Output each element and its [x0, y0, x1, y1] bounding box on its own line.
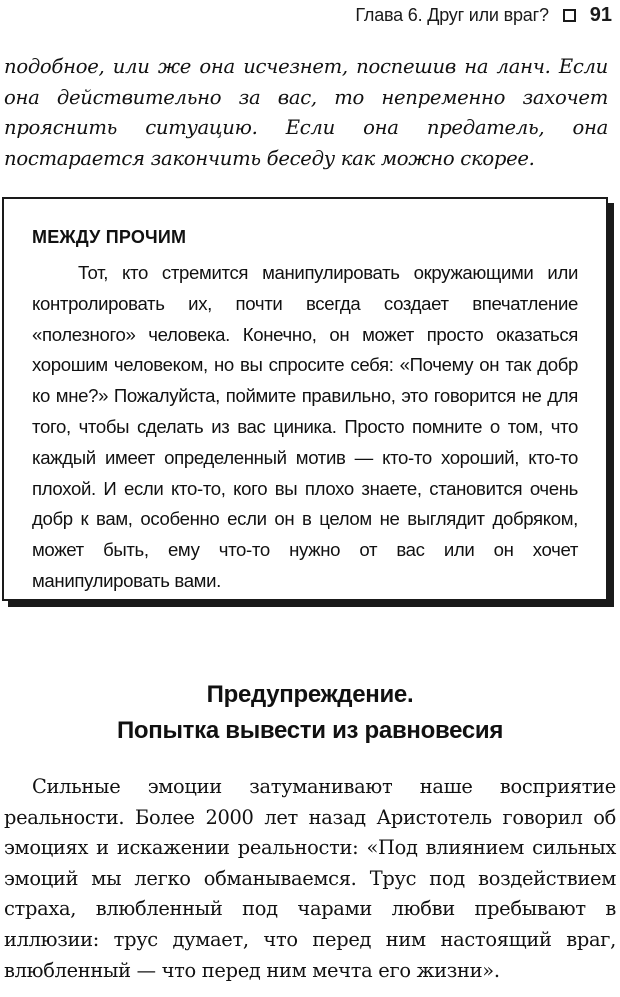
sidebar-body: Тот, кто стремится манипулировать окружающими или контролировать их, почти всегда создает впечатление «полезного» человека. Конечно, он может просто оказаться хорошим человеком, но вы спросите себя: «Почему он так добр ко мне?» Пожалуйста, поймите правильно, это говорится не для того, чтобы сделать из вас циника. Просто помните о том, что каждый имеет определенный мотив — кто-то хороший, кто-то плохой. И если кто-то, кого вы плохо знаете, становится очень добр к вам, особенно если он в целом не выглядит добряком, может быть, ему что-то нужно от вас или он хочет манипулировать вами.	[32, 262, 578, 591]
sidebar-title: МЕЖДУ ПРОЧИМ	[32, 227, 187, 247]
section-paragraph: Сильные эмоции затуманивают наше восприятие реальности. Более 2000 лет назад Аристотель говорил об эмоциях и искажении реальности: «Под влиянием сильных эмоций мы легко обманываемся. Трус под воздействием страха, влюбленный под чарами любви пребывают в иллюзии: трус думает, что перед ним настоящий враг, влюбленный — что перед ним мечта его жизни».	[4, 775, 616, 982]
sidebar-box	[2, 197, 608, 601]
running-header	[355, 0, 612, 30]
chapter-title: Глава 6. Друг или враг?	[355, 4, 549, 25]
section-title	[0, 677, 620, 749]
page-number: 91	[589, 3, 612, 26]
section-title-line2: Попытка вывести из равновесия	[116, 717, 504, 744]
square-icon	[563, 9, 576, 22]
intro-paragraph: подобное, или же она исчезнет, поспешив на ланч. Если она действительно за вас, то непременно захочет прояснить ситуацию. Если она предатель, она постарается закончить беседу как можно скорее.	[4, 55, 608, 170]
section-title-line1: Предупреждение.	[206, 681, 414, 708]
